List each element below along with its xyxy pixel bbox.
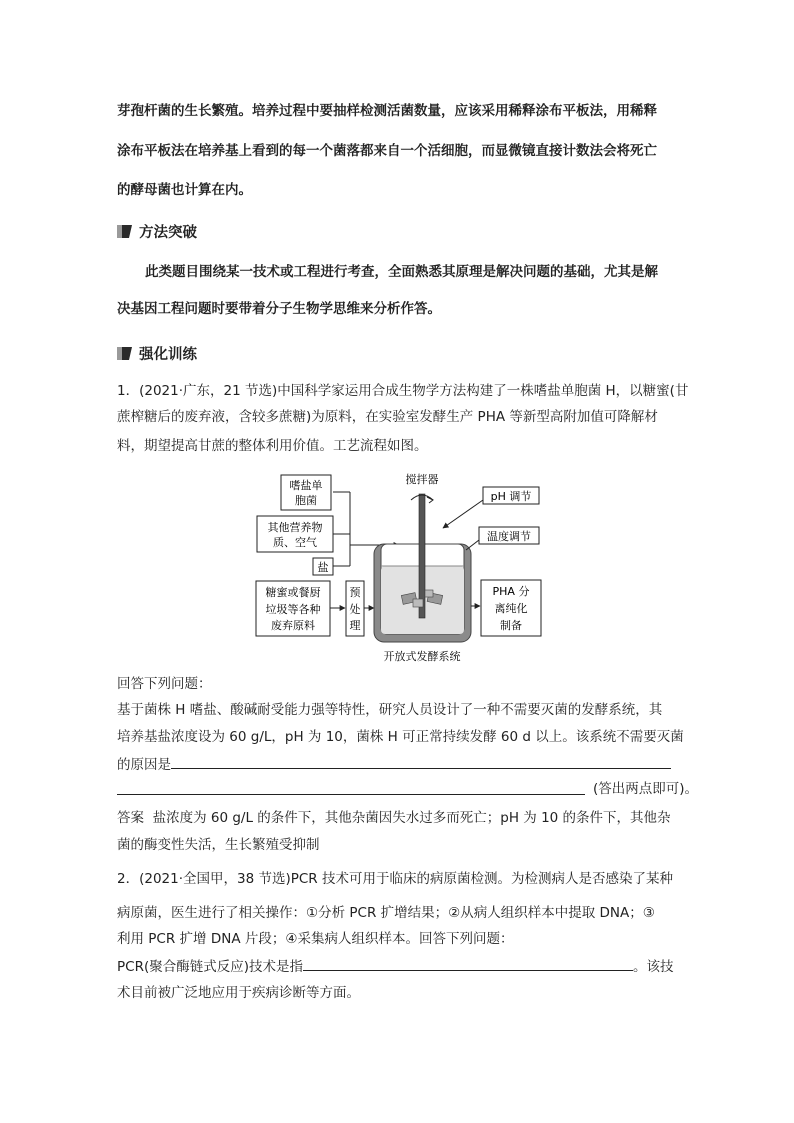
q1-line-1: 1．(2021·广东，21 节选)中国科学家运用合成生物学方法构建了一株嗜盐单胞菌 H，以糖蜜(甘 (117, 383, 689, 399)
q1-body-1: 基于菌株 H 嗜盐、酸碱耐受能力强等特性，研究人员设计了一种不需要灭菌的发酵系统，其 (117, 702, 663, 718)
q1-prompt: 回答下列问题： (117, 676, 212, 692)
intro-line-3: 的酵母菌也计算在内。 (117, 182, 252, 198)
section-method (117, 220, 197, 242)
method-line-2: 决基因工程问题时要带着分子生物学思维来分析作答。 (117, 301, 441, 317)
section-marker-icon (117, 223, 133, 239)
q2-line-4-tail: 。该技 (632, 959, 674, 975)
input-box-nutrients (257, 516, 333, 552)
ph-control-box (483, 487, 539, 504)
q1-answer-line-2: 菌的酶变性失活，生长繁殖受抑制 (117, 837, 320, 853)
pha-text-2: 离纯化 (494, 602, 528, 615)
box2-text-2: 质、空气 (273, 536, 317, 549)
q2-line-4 (117, 956, 673, 977)
box1-text-2: 胞菌 (295, 494, 317, 507)
box4-text-2: 垃圾等各种 (265, 603, 321, 616)
box4-text-3: 废弃原料 (271, 619, 315, 632)
q1-answer-text-1: 盐浓度为 60 g/L 的条件下，其他杂菌因失水过多而死亡；pH 为 10 的条件下，其他杂 (152, 810, 671, 826)
pre-text-1: 预 (349, 586, 361, 599)
q2-line-2: 病原菌，医生进行了相关操作：①分析 PCR 扩增结果；②从病人组织样本中提取 DNA；③ (117, 905, 655, 921)
input-box-halomonas (281, 475, 331, 510)
pretreatment-box (346, 581, 364, 636)
pre-text-2: 处 (349, 603, 361, 616)
temp-control-box (479, 527, 539, 544)
pre-text-3: 理 (349, 619, 361, 632)
q1-answer-blank-1[interactable] (171, 754, 671, 769)
box3-text: 盐 (317, 561, 329, 574)
q2-line-5: 术目前被广泛地应用于疾病诊断等方面。 (117, 985, 360, 1001)
diagram-caption: 开放式发酵系统 (383, 650, 461, 663)
q2-line-4-text: PCR(聚合酶链式反应)技术是指 (117, 959, 303, 975)
stirrer-label: 搅拌器 (405, 473, 439, 486)
box1-text-1: 嗜盐单 (289, 479, 323, 492)
temp-label: 温度调节 (487, 530, 531, 543)
q1-hint: (答出两点即可)。 (593, 781, 699, 797)
q1-body-3 (117, 754, 671, 775)
pha-text-1: PHA 分 (492, 585, 530, 598)
pha-output-box (481, 580, 541, 636)
input-box-salt (313, 558, 333, 575)
q2-line-1: 2．(2021·全国甲，38 节选)PCR 技术可用于临床的病原菌检测。为检测病人是否感染了某种 (117, 871, 673, 887)
q1-line-3: 料，期望提高甘蔗的整体利用价值。工艺流程如图。 (117, 438, 428, 454)
pha-text-3: 制备 (500, 619, 522, 632)
q1-answer-line-1 (117, 808, 671, 828)
q1-line-2: 蔗榨糖后的废弃液，含较多蔗糖)为原料，在实验室发酵生产 PHA 等新型高附加值可降解材 (117, 409, 658, 425)
box2-text-1: 其他营养物 (267, 521, 323, 534)
intro-line-2: 涂布平板法在培养基上看到的每一个菌落都来自一个活细胞，而显微镜直接计数法会将死亡 (117, 143, 657, 159)
method-line-1: 此类题目围绕某一技术或工程进行考查，全面熟悉其原理是解决问题的基础，尤其是解 (145, 264, 658, 280)
q2-line-3: 利用 PCR 扩增 DNA 片段；④采集病人组织样本。回答下列问题： (117, 931, 514, 947)
section-training (117, 342, 197, 364)
section-method-title: 方法突破 (139, 224, 197, 241)
section-marker-icon (117, 345, 133, 361)
section-training-title: 强化训练 (139, 346, 197, 363)
box4-text-1: 糖蜜或餐厨 (265, 586, 321, 599)
input-box-raw-materials (256, 581, 330, 636)
intro-line-1: 芽孢杆菌的生长繁殖。培养过程中要抽样检测活菌数量，应该采用稀释涂布平板法，用稀释 (117, 103, 657, 119)
fermentation-diagram (253, 470, 553, 670)
q1-answer-blank-2[interactable] (117, 794, 585, 795)
q1-body-2: 培养基盐浓度设为 60 g/L，pH 为 10，菌株 H 可正常持续发酵 60 d 以上。该系统不需要灭菌 (117, 729, 684, 745)
q1-body-3-text: 的原因是 (117, 757, 171, 773)
q2-answer-blank[interactable] (303, 956, 633, 971)
answer-label: 答案 (117, 810, 144, 826)
ph-label: pH 调节 (490, 490, 532, 503)
